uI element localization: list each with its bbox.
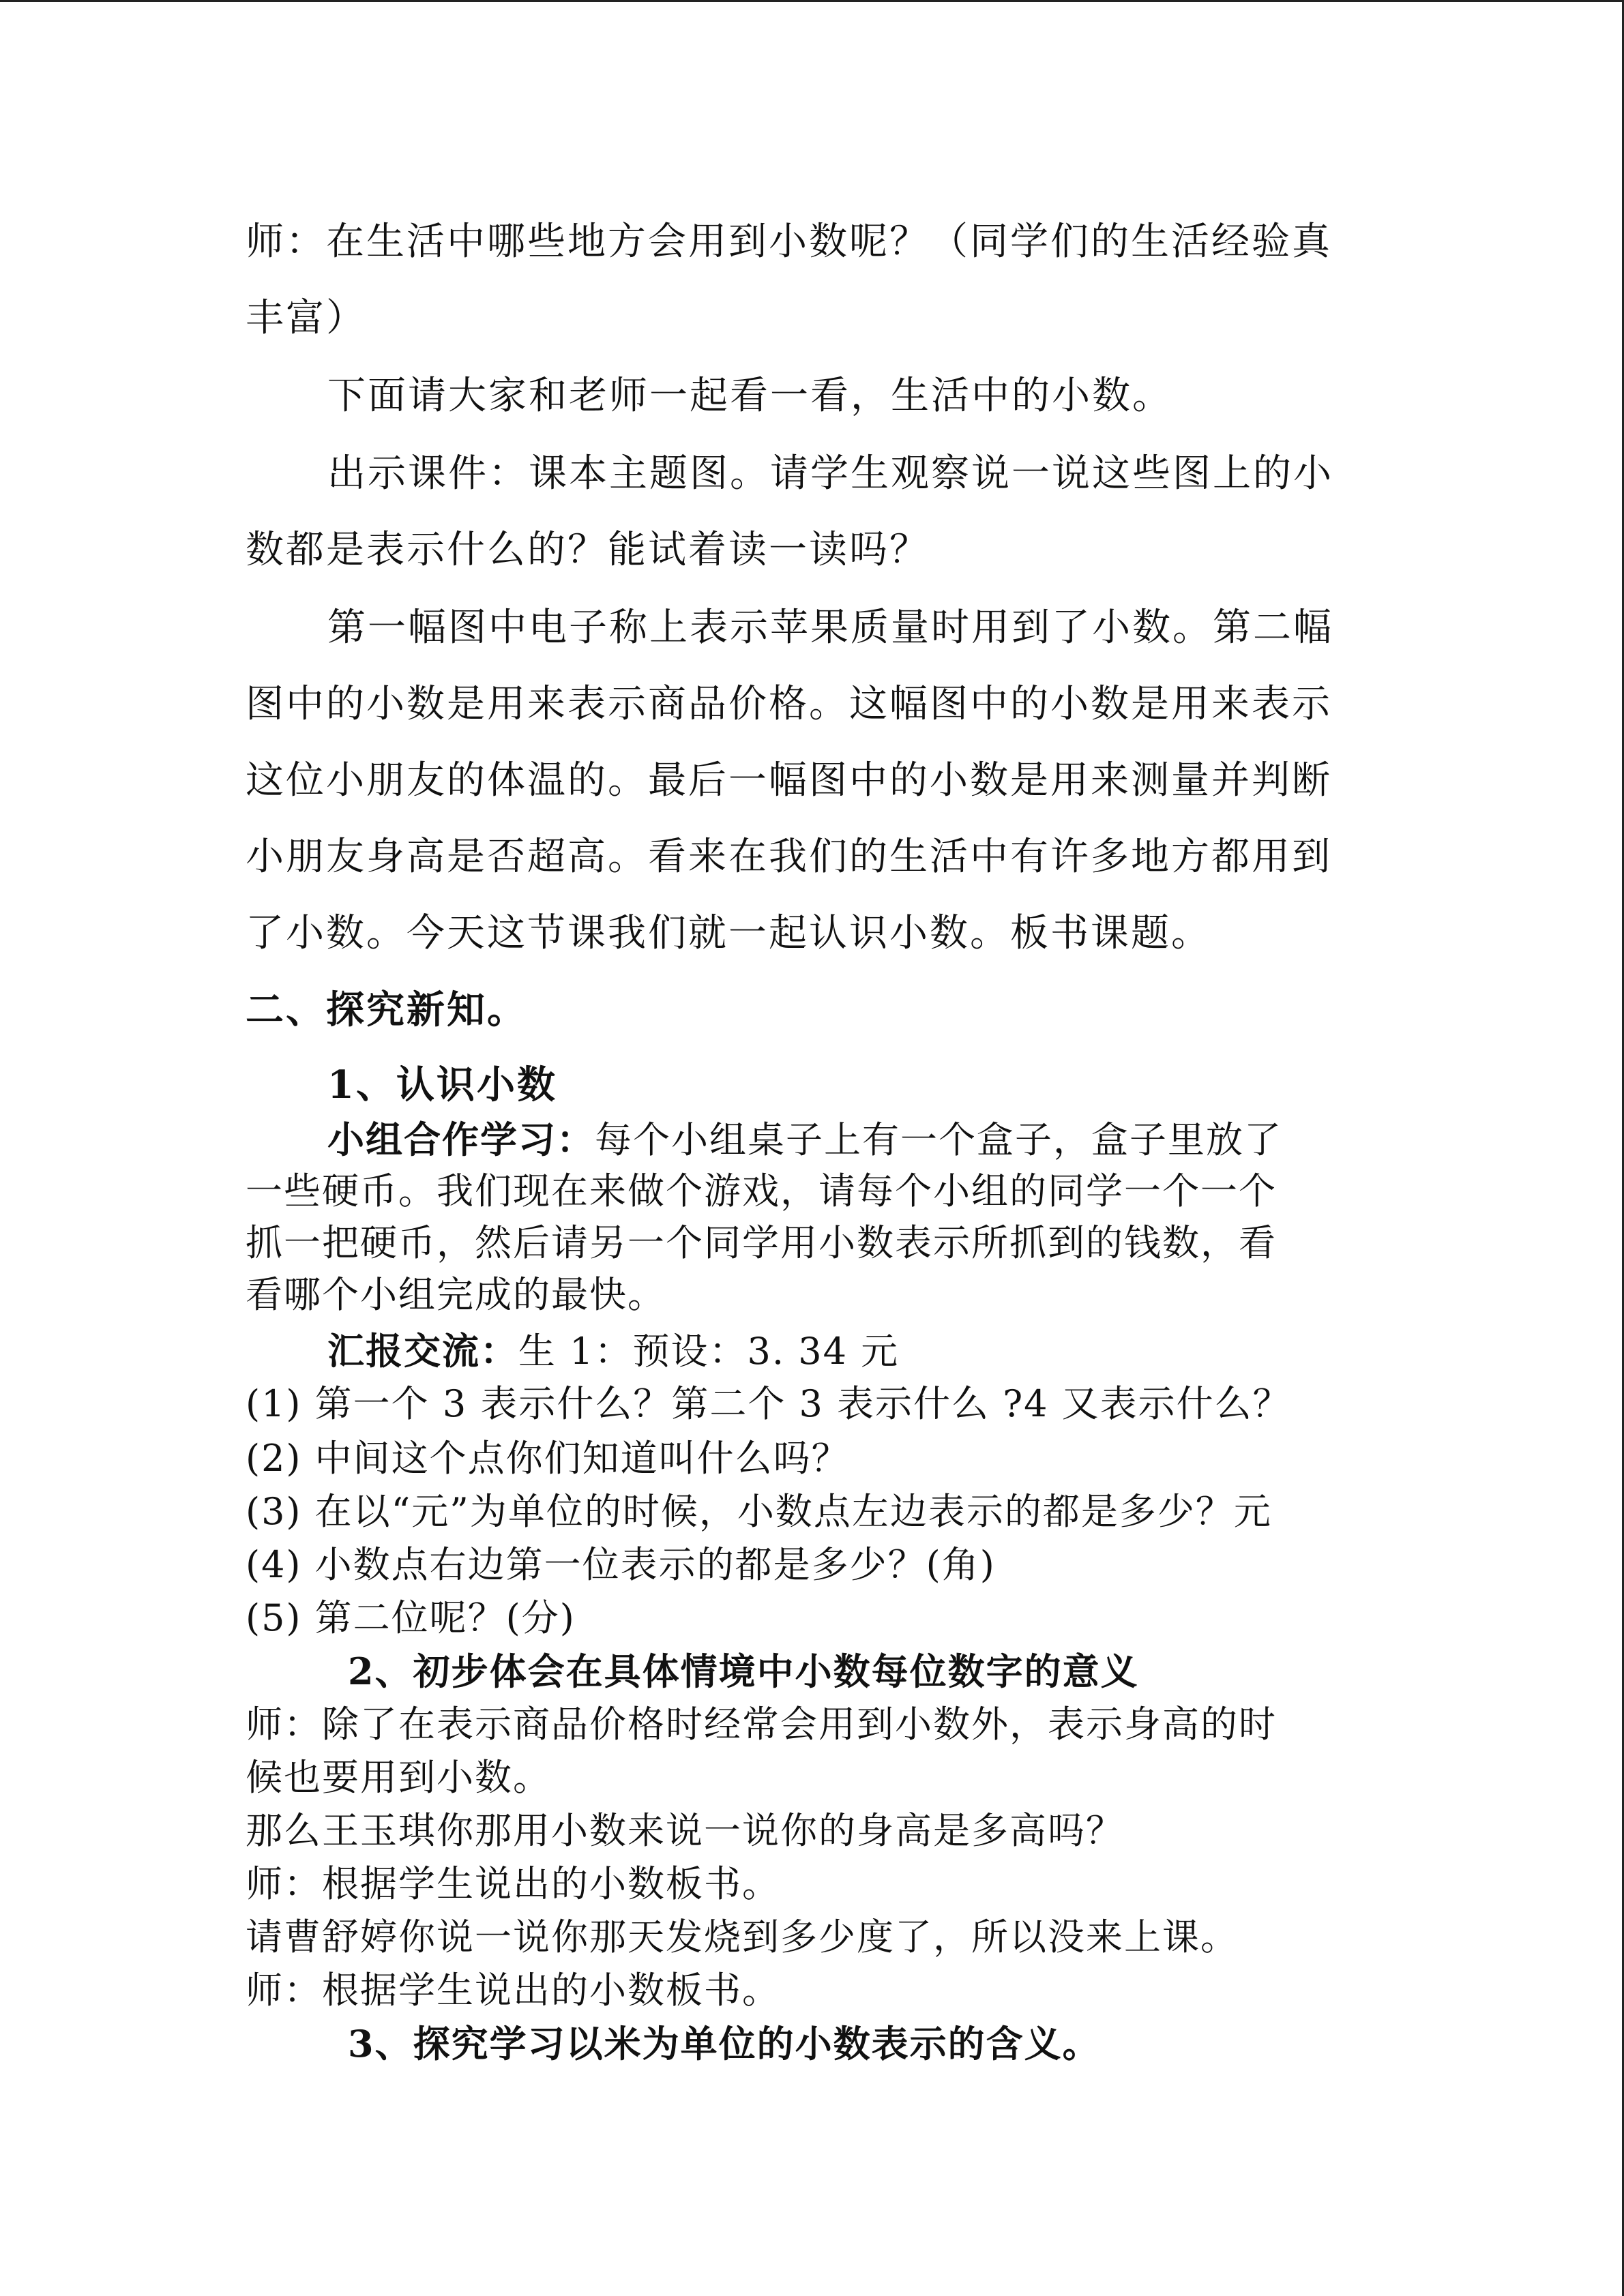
paragraph-line: 抓一把硬币，然后请另一个同学用小数表示所抓到的钱数，看 xyxy=(246,1221,1277,1264)
paragraph-line: 出示课件：课本主题图。请学生观察说一说这些图上的小 xyxy=(327,451,1333,496)
section-heading: 二、探究新知。 xyxy=(246,987,527,1032)
group-study-line xyxy=(327,1116,1282,1164)
paragraph-line: 丰富） xyxy=(246,296,366,340)
question-item: (1) 第一个 3 表示什么？第二个 3 表示什么 ?4 又表示什么？ xyxy=(246,1382,1291,1425)
paragraph-line: 候也要用到小数。 xyxy=(246,1756,551,1799)
question-item: (3) 在以“元”为单位的时候，小数点左边表示的都是多少？元 xyxy=(246,1490,1272,1533)
paragraph-line: 看哪个小组完成的最快。 xyxy=(246,1273,666,1316)
paragraph-line: 师：根据学生说出的小数板书。 xyxy=(246,1862,780,1905)
report-text: 生 1：预设：3. 34 元 xyxy=(518,1330,900,1373)
paragraph-line: 第一幅图中电子称上表示苹果质量时用到了小数。第二幅 xyxy=(327,606,1333,650)
group-study-label: 小组合作学习： xyxy=(327,1118,595,1161)
subsection-heading: 1、认识小数 xyxy=(327,1062,557,1107)
paragraph-line: 下面请大家和老师一起看一看，生活中的小数。 xyxy=(327,374,1172,418)
question-item: (4) 小数点右边第一位表示的都是多少？(角) xyxy=(246,1543,996,1586)
paragraph-line: 一些硬币。我们现在来做个游戏，请每个小组的同学一个一个 xyxy=(246,1169,1277,1212)
question-item: (5) 第二位呢？(分) xyxy=(246,1596,576,1639)
paragraph-line: 师：除了在表示商品价格时经常会用到小数外，表示身高的时 xyxy=(246,1703,1277,1746)
paragraph-line: 这位小朋友的体温的。最后一幅图中的小数是用来测量并判断 xyxy=(246,758,1332,803)
paragraph-line: 小朋友身高是否超高。看来在我们的生活中有许多地方都用到 xyxy=(246,835,1332,879)
paragraph-line: 师：根据学生说出的小数板书。 xyxy=(246,1969,780,2012)
report-line xyxy=(327,1327,899,1375)
question-item: (2) 中间这个点你们知道叫什么吗？ xyxy=(246,1437,850,1480)
report-label: 汇报交流： xyxy=(327,1329,518,1373)
paragraph-line: 那么王玉琪你那用小数来说一说你的身高是多高吗？ xyxy=(246,1809,1124,1852)
paragraph-line: 了小数。今天这节课我们就一起认识小数。板书课题。 xyxy=(246,911,1211,955)
group-study-text: 每个小组桌子上有一个盒子，盒子里放了 xyxy=(595,1118,1282,1161)
paragraph-line: 师：在生活中哪些地方会用到小数呢？（同学们的生活经验真 xyxy=(246,220,1332,264)
paragraph-line: 图中的小数是用来表示商品价格。这幅图中的小数是用来表示 xyxy=(246,682,1332,726)
page-border-top xyxy=(0,0,1624,2)
subsection-heading: 3、探究学习以米为单位的小数表示的含义。 xyxy=(348,2022,1101,2066)
subsection-heading: 2、初步体会在具体情境中小数每位数字的意义 xyxy=(348,1650,1139,1693)
paragraph-line: 请曹舒婷你说一说你那天发烧到多少度了，所以没来上课。 xyxy=(246,1915,1239,1958)
paragraph-line: 数都是表示什么的？能试着读一读吗？ xyxy=(246,528,930,572)
